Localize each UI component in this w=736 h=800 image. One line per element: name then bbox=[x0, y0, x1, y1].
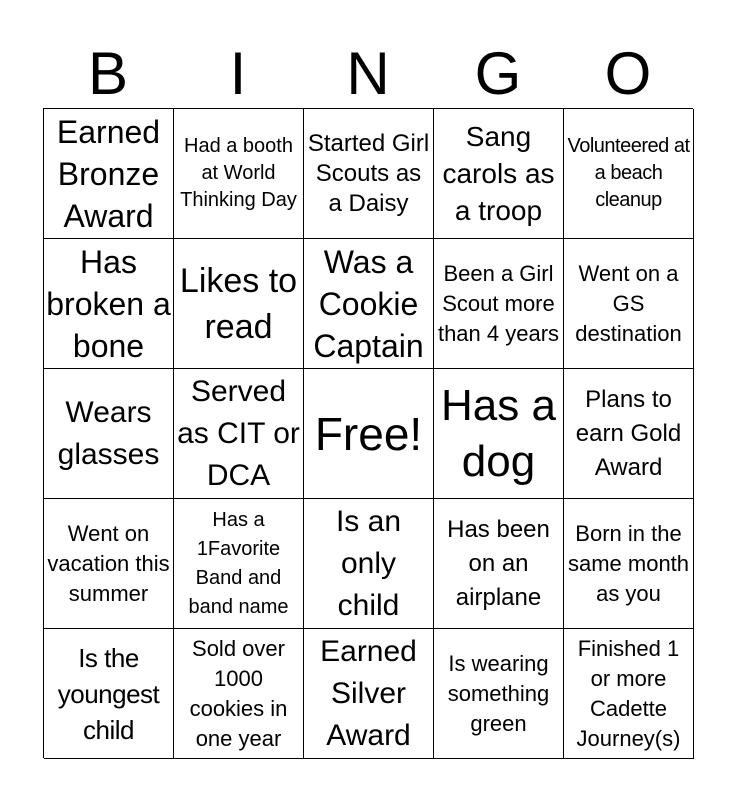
bingo-cell-r1c5[interactable] bbox=[564, 109, 694, 239]
cell-label: Went on vacation this summer bbox=[47, 520, 170, 606]
bingo-header bbox=[43, 40, 693, 108]
cell-label: Started Girl Scouts as a Daisy bbox=[307, 129, 430, 217]
cell-label: Free! bbox=[314, 407, 423, 460]
bingo-cell-r5c5[interactable] bbox=[564, 629, 694, 759]
cell-label: Is wearing something green bbox=[447, 650, 550, 736]
cell-label: Is an only child bbox=[335, 504, 402, 622]
cell-label: Has broken a bone bbox=[46, 243, 171, 364]
cell-label: Finished 1 or more Cadette Journey(s) bbox=[576, 635, 681, 751]
cell-label: Volunteered at a beach cleanup bbox=[567, 135, 690, 211]
cell-label: Likes to read bbox=[179, 261, 298, 346]
bingo-cell-r4c1[interactable] bbox=[44, 499, 174, 629]
bingo-cell-r4c4[interactable] bbox=[434, 499, 564, 629]
bingo-cell-r1c3[interactable] bbox=[304, 109, 434, 239]
header-letter-i: I bbox=[229, 40, 247, 107]
cell-label: Born in the same month as you bbox=[567, 520, 690, 606]
bingo-cell-r1c1[interactable] bbox=[44, 109, 174, 239]
cell-label: Wears glasses bbox=[57, 395, 160, 471]
bingo-cell-r2c5[interactable] bbox=[564, 239, 694, 369]
cell-label: Sang carols as a troop bbox=[442, 121, 555, 226]
cell-label: Has been on an airplane bbox=[447, 515, 550, 611]
bingo-cell-r5c3[interactable] bbox=[304, 629, 434, 759]
bingo-cell-r3c2[interactable] bbox=[174, 369, 304, 499]
bingo-cell-r2c3[interactable] bbox=[304, 239, 434, 369]
cell-label: Went on a GS destination bbox=[575, 260, 682, 346]
bingo-cell-r4c2[interactable] bbox=[174, 499, 304, 629]
bingo-cell-r5c4[interactable] bbox=[434, 629, 564, 759]
cell-label: Earned Bronze Award bbox=[56, 113, 161, 234]
cell-label: Is the youngest child bbox=[57, 642, 160, 745]
cell-label: Has a dog bbox=[441, 380, 556, 486]
header-letter-o: O bbox=[604, 40, 652, 107]
header-letter-b: B bbox=[87, 40, 129, 107]
bingo-cell-r4c5[interactable] bbox=[564, 499, 694, 629]
cell-label: Has a 1Favorite Band and band name bbox=[188, 508, 289, 618]
header-letter-g: G bbox=[474, 40, 522, 107]
bingo-cell-r1c4[interactable] bbox=[434, 109, 564, 239]
cell-label: Been a Girl Scout more than 4 years bbox=[437, 260, 560, 346]
cell-label: Plans to earn Gold Award bbox=[575, 385, 682, 481]
bingo-cell-r1c2[interactable] bbox=[174, 109, 304, 239]
bingo-cell-r2c4[interactable] bbox=[434, 239, 564, 369]
bingo-cell-r2c2[interactable] bbox=[174, 239, 304, 369]
bingo-board bbox=[43, 108, 693, 758]
cell-label: Was a Cookie Captain bbox=[313, 243, 424, 364]
bingo-cell-r5c1[interactable] bbox=[44, 629, 174, 759]
bingo-cell-r2c1[interactable] bbox=[44, 239, 174, 369]
bingo-cell-free[interactable] bbox=[304, 369, 434, 499]
bingo-cell-r3c4[interactable] bbox=[434, 369, 564, 499]
cell-label: Sold over 1000 cookies in one year bbox=[189, 635, 288, 751]
cell-label: Earned Silver Award bbox=[320, 634, 417, 752]
cell-label: Had a booth at World Thinking Day bbox=[180, 135, 297, 211]
cell-label: Served as CIT or DCA bbox=[177, 374, 300, 492]
header-letter-n: N bbox=[346, 40, 390, 107]
bingo-cell-r5c2[interactable] bbox=[174, 629, 304, 759]
bingo-cell-r4c3[interactable] bbox=[304, 499, 434, 629]
bingo-cell-r3c5[interactable] bbox=[564, 369, 694, 499]
bingo-cell-r3c1[interactable] bbox=[44, 369, 174, 499]
